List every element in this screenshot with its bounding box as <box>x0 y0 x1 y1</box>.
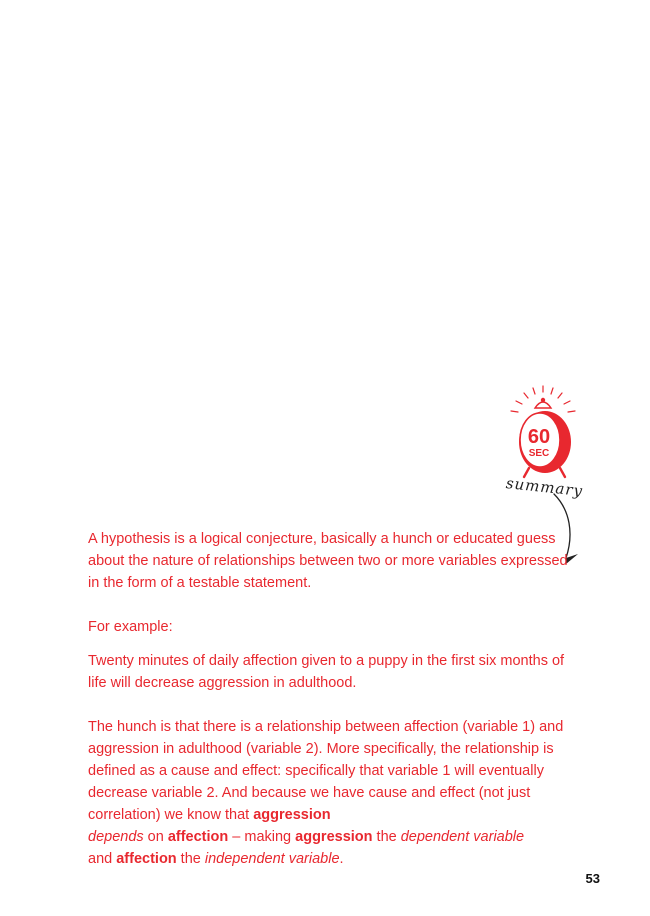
summary-caption: summary <box>505 474 584 501</box>
badge-unit: SEC <box>528 448 550 459</box>
for-example-label: For example: <box>88 619 173 635</box>
bell <box>535 402 551 408</box>
term-depends: depends <box>88 829 144 845</box>
term-dependent-variable: dependent variable <box>400 829 525 845</box>
alarm-clock-icon <box>500 382 586 482</box>
explanation-paragraph: The hunch is that there is a relationship between affection (variable 1) and aggression in adulthood (variable 2). More specifically, the relationship is defined as a cause and effect: specifically that variable 1 will eventually decrease variable 2. And because we have cause and effect (not just correlation) we know that aggression depends on affection – making aggression the dependent variable and affection the independent variable. <box>88 719 564 867</box>
intro-paragraph: A hypothesis is a logical conjecture, basically a hunch or educated guess about the nature of relationships between two or more variables expressed in the form of a testable statement. <box>88 531 568 591</box>
badge-number: 60 <box>527 426 551 448</box>
term-aggression: aggression <box>253 807 331 823</box>
term-affection: affection <box>167 829 229 845</box>
term-independent-variable: independent variable <box>204 851 340 867</box>
explanation-text: The hunch is that there is a relationship between affection (variable 1) and aggression in adulthood (variable 2). More specifically, the relationship is defined as a cause and effect: specifically that variable 1 will eventually decrease variable 2. And because we have cause and effect (not just correlation) we know that <box>88 719 564 823</box>
term-affection: affection <box>116 851 177 867</box>
term-aggression: aggression <box>295 829 373 845</box>
page-number: 53 <box>585 871 600 886</box>
summary-text <box>88 528 568 870</box>
example-paragraph: Twenty minutes of daily affection given to a puppy in the first six months of life will decrease aggression in adulthood. <box>88 653 565 691</box>
